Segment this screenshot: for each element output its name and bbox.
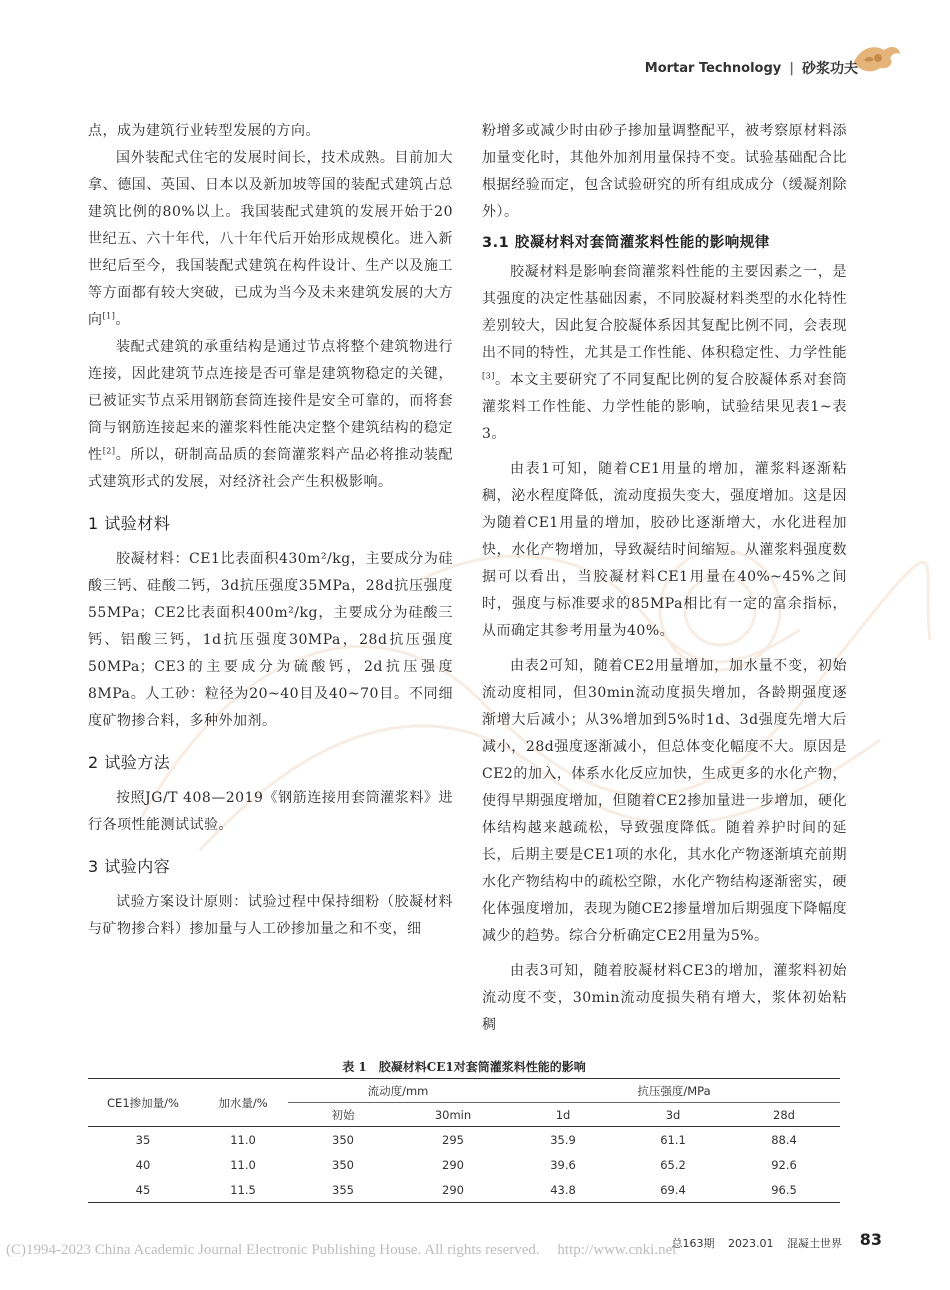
paragraph: 由表1可知，随着CE1用量的增加，灌浆料逐渐粘稠，泌水程度降低，流动度损失变大，强度增加。这是因为随着CE1用量的增加，胶砂比逐渐增大，水化进程加快，水化产物增加，导致凝结时间缩短。从灌浆料强度数据可以看出，当胶凝材料CE1用量在40%~45%之间时，强度与标准要求的85MPa相比有一定的富余指标，从而确定其参考用量为40%。: [482, 461, 847, 639]
left-column: [88, 118, 453, 943]
table-cell: 88.4: [771, 1132, 797, 1147]
footer-issue: 总163期: [671, 1237, 715, 1250]
copyright-watermark: [6, 1242, 676, 1259]
data-table: [88, 1078, 840, 1203]
table-cell: 11.0: [230, 1132, 256, 1147]
table-cell: 43.8: [508, 1177, 618, 1203]
column-header: 初始: [288, 1103, 398, 1127]
table-row: [88, 1177, 840, 1203]
column-header: 28d: [728, 1103, 840, 1127]
citation-ref: [3]: [482, 371, 495, 381]
column-group-header: 抗压强度/MPa: [508, 1079, 840, 1103]
table-row: [88, 1152, 840, 1177]
paragraph: 装配式建筑的承重结构是通过节点将整个建筑物进行连接，因此建筑节点连接是否可靠是建筑物稳定的关键，已被证实节点采用钢筋套筒连接件是安全可靠的，而将套筒与钢筋连接起来的灌浆料性能决定整个建筑结构的稳定性[2]。所以，研制高品质的套筒灌浆料产品必将推动装配式建筑形式的发展，对经济社会产生积极影响。: [88, 339, 454, 490]
table-cell: 35.9: [550, 1132, 576, 1147]
table-cell: 11.0: [230, 1157, 256, 1172]
right-column: [482, 118, 847, 1039]
table-cell: 92.6: [771, 1157, 797, 1172]
table-cell: 295: [442, 1132, 464, 1147]
section-heading-1: 1 试验材料: [88, 514, 171, 533]
footer-issue-info: [662, 1235, 843, 1251]
table-cell: 11.5: [198, 1177, 288, 1203]
table-cell: 290: [398, 1177, 508, 1203]
paragraph: 点，成为建筑行业转型发展的方向。: [88, 123, 320, 139]
paragraph: 胶凝材料是影响套筒灌浆料性能的主要因素之一，是其强度的决定性基础因素，不同胶凝材料类型的水化特性差别较大，因此复合胶凝体系因其复配比例不同，会表现出不同的特性，尤其是工作性能、体积稳定性、力学性能[3]。本文主要研究了不同复配比例的复合胶凝体系对套筒灌浆料工作性能、力学性能的影响，试验结果见表1~表3。: [482, 264, 847, 442]
table-cell: 69.4: [618, 1177, 728, 1203]
copyright-text: (C)1994-2023 China Academic Journal Electronic Publishing House. All rights reserved.: [6, 1242, 540, 1258]
header-english-title: Mortar Technology: [644, 60, 782, 76]
table-cell: 350: [332, 1157, 354, 1172]
paragraph: 按照JG/T 408—2019《钢筋连接用套筒灌浆料》进行各项性能测试试验。: [88, 790, 453, 833]
footer-date: 2023.01: [728, 1237, 774, 1250]
column-header: CE1掺加量/%: [88, 1079, 198, 1127]
table-cell: 350: [332, 1132, 354, 1147]
column-group-header: 流动度/mm: [288, 1079, 508, 1103]
running-header: [645, 58, 858, 78]
copyright-url: http://www.cnki.net: [557, 1242, 677, 1258]
table-cell: 355: [288, 1177, 398, 1203]
table-cell: 35: [135, 1132, 151, 1147]
column-header: 1d: [508, 1103, 618, 1127]
column-header: 3d: [618, 1103, 728, 1127]
paragraph: 国外装配式住宅的发展时间长，技术成熟。目前加大拿、德国、英国、日本以及新加坡等国的装配式建筑占总建筑比例的80%以上。我国装配式建筑的发展开始于20世纪五、六十年代，八十年代后开始形成规模化。进入新世纪后至今，我国装配式建筑在构件设计、生产以及施工等方面都有较大突破，已成为当今及未来建筑发展的大方向[1]。: [88, 150, 453, 328]
header-chinese-title: 砂浆功夫: [802, 61, 858, 77]
table-row: [88, 1127, 840, 1153]
page-number: 83: [859, 1230, 882, 1249]
paragraph: 由表2可知，随着CE2用量增加，加水量不变，初始流动度相同，但30min流动度损失增加，各龄期强度逐渐增大后减小；从3%增加到5%时1d、3d强度先增大后减小，28d强度逐渐减小，但总体变化幅度不大。原因是CE2的加入，体系水化反应加快，生成更多的水化产物，使得早期强度增加，但随着CE2掺加量进一步增加，硬化体结构越来越疏松，导致强度降低。随着养护时间的延长，后期主要是CE1项的水化，其水化产物逐渐填充前期水化产物结构中的疏松空隙，水化产物结构逐渐密实，硬化体强度增加，表现为随CE2掺量增加后期强度下降幅度减少的趋势。综合分析确定CE2用量为5%。: [482, 658, 847, 944]
table-caption: 表 1 胶凝材料CE1对套筒灌浆料性能的影响: [342, 1060, 586, 1074]
header-separator: |: [789, 60, 794, 76]
section-heading-2: 2 试验方法: [88, 753, 171, 772]
paragraph: 胶凝材料：CE1比表面积430m²/kg，主要成分为硅酸三钙、硅酸二钙，3d抗压强度35MPa，28d抗压强度55MPa；CE2比表面积400m²/kg，主要成分为硅酸三钙、铝酸三钙，1d抗压强度30MPa，28d抗压强度50MPa；CE3的主要成分为硫酸钙，2d抗压强度8MPa。人工砂：粒径为20~40目及40~70目。不同细度矿物掺合料，多种外加剂。: [88, 551, 453, 729]
subsection-heading-3-1: 3.1 胶凝材料对套筒灌浆料性能的影响规律: [482, 235, 770, 251]
table-cell: 65.2: [660, 1157, 686, 1172]
table-cell: 39.6: [550, 1157, 576, 1172]
table-cell: 290: [442, 1157, 464, 1172]
citation-ref: [2]: [102, 446, 116, 456]
paragraph: 试验方案设计原则：试验过程中保持细粉（胶凝材料与矿物掺合料）掺加量与人工砂掺加量之和不变，细: [88, 894, 453, 937]
table-cell: 40: [135, 1157, 151, 1172]
paragraph: 粉增多或减少时由砂子掺加量调整配平，被考察原材料添加量变化时，其他外加剂用量保持不变。试验基础配合比根据经验而定，包含试验研究的所有组成成分（缓凝剂除外）。: [482, 123, 847, 220]
table-cell: 61.1: [660, 1132, 686, 1147]
column-header: 加水量/%: [198, 1079, 288, 1127]
table-cell: 96.5: [728, 1177, 840, 1203]
section-heading-3: 3 试验内容: [88, 857, 171, 876]
footer-journal: 混凝土世界: [787, 1237, 842, 1250]
column-header: 30min: [398, 1103, 508, 1127]
table-cell: 45: [88, 1177, 198, 1203]
paragraph: 由表3可知，随着胶凝材料CE3的增加，灌浆料初始流动度不变，30min流动度损失稍有增大，浆体初始粘稠: [482, 963, 847, 1033]
citation-ref: [1]: [102, 311, 116, 321]
